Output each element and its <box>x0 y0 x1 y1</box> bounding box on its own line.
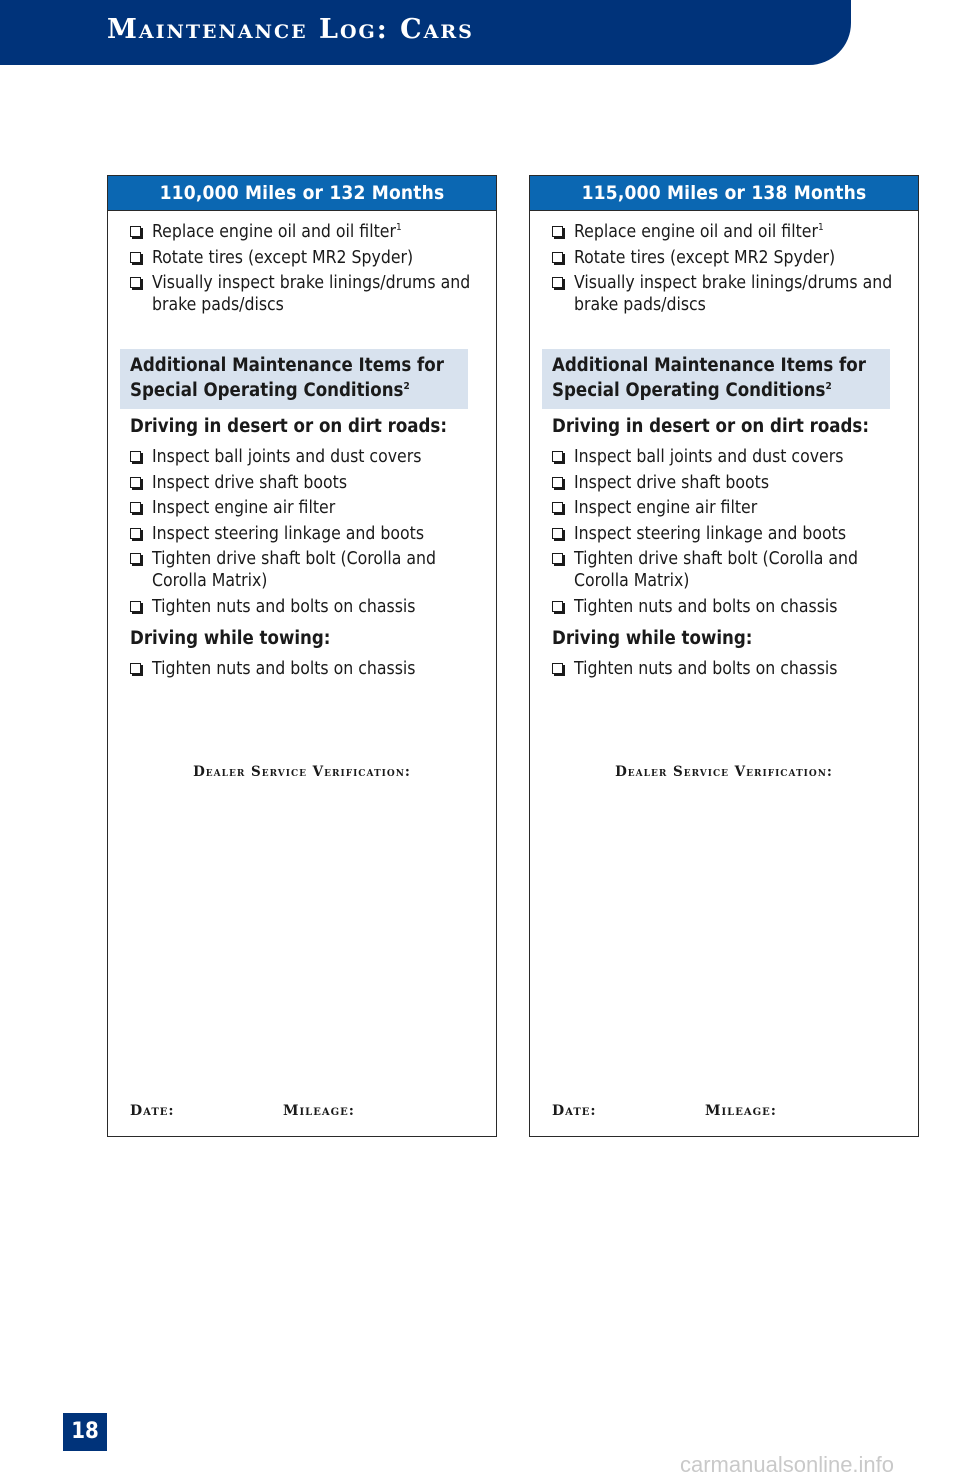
checklist-item[interactable] <box>552 658 902 680</box>
desert-heading: Driving in desert or on dirt roads: <box>552 416 869 437</box>
checklist-item[interactable] <box>552 523 902 545</box>
checklist-item[interactable] <box>130 221 480 243</box>
item-text: Inspect ball joints and dust covers <box>152 447 422 467</box>
checkbox[interactable] <box>552 226 563 237</box>
checklist-item[interactable] <box>130 596 480 618</box>
checklist-main <box>552 221 902 320</box>
item-text: Inspect ball joints and dust covers <box>574 447 844 467</box>
item-text: Visually inspect brake linings/drums and brake pads/discs <box>152 273 471 315</box>
item-text: Visually inspect brake linings/drums and brake pads/discs <box>574 273 893 315</box>
checklist-main <box>130 221 480 320</box>
checklist-item[interactable] <box>130 472 480 494</box>
checkbox[interactable] <box>552 252 563 263</box>
checkbox[interactable] <box>552 277 563 288</box>
footnote-mark: 1 <box>395 222 402 234</box>
date-label: Date: <box>552 1103 597 1119</box>
checklist-item[interactable] <box>552 221 902 243</box>
item-text: Replace engine oil and oil filter <box>574 222 818 242</box>
checkbox[interactable] <box>130 528 141 539</box>
desert-heading: Driving in desert or on dirt roads: <box>130 416 447 437</box>
checkbox[interactable] <box>552 663 563 674</box>
item-text: Inspect drive shaft boots <box>574 472 770 493</box>
towing-heading: Driving while towing: <box>130 628 331 649</box>
checklist-item[interactable] <box>552 472 902 494</box>
special-heading-text: Additional Maintenance Items for Special Operating Conditions <box>552 355 866 401</box>
checkbox[interactable] <box>130 553 141 564</box>
page-number: 18 <box>63 1413 107 1451</box>
item-text: Inspect steering linkage and boots <box>574 523 847 544</box>
dealer-verification-label: Dealer Service Verification: <box>193 764 411 780</box>
item-text: Rotate tires (except MR2 Spyder) <box>574 247 836 268</box>
checklist-desert <box>552 446 902 621</box>
checkbox[interactable] <box>130 502 141 513</box>
footnote-mark: 1 <box>817 222 824 234</box>
checkbox[interactable] <box>130 226 141 237</box>
checkbox[interactable] <box>552 502 563 513</box>
checkbox[interactable] <box>130 477 141 488</box>
page-title: Maintenance Log: Cars <box>107 14 474 45</box>
checkbox[interactable] <box>130 252 141 263</box>
checkbox[interactable] <box>130 663 141 674</box>
item-text: Tighten nuts and bolts on chassis <box>574 596 838 617</box>
checkbox[interactable] <box>552 528 563 539</box>
mileage-label: Mileage: <box>283 1103 355 1119</box>
item-text: Rotate tires (except MR2 Spyder) <box>152 247 414 268</box>
checklist-item[interactable] <box>130 272 480 316</box>
checklist-item[interactable] <box>552 548 902 592</box>
checklist-item[interactable] <box>130 497 480 519</box>
item-text: Inspect engine air filter <box>574 498 758 518</box>
checklist-towing <box>552 658 902 684</box>
card-title: 110,000 Miles or 132 Months <box>108 176 496 211</box>
checklist-item[interactable] <box>552 272 902 316</box>
checkbox[interactable] <box>552 553 563 564</box>
checklist-towing <box>130 658 480 684</box>
checkbox[interactable] <box>552 601 563 612</box>
date-label: Date: <box>130 1103 175 1119</box>
checklist-desert <box>130 446 480 621</box>
checklist-item[interactable] <box>130 548 480 592</box>
item-text: Tighten drive shaft bolt (Corolla and Corolla Matrix) <box>574 549 859 591</box>
checklist-item[interactable] <box>552 446 902 468</box>
dealer-verification-label: Dealer Service Verification: <box>615 764 833 780</box>
checklist-item[interactable] <box>130 658 480 680</box>
item-text: Tighten drive shaft bolt (Corolla and Corolla Matrix) <box>152 549 437 591</box>
item-text: Replace engine oil and oil filter <box>152 222 396 242</box>
checklist-item[interactable] <box>552 497 902 519</box>
checklist-item[interactable] <box>552 596 902 618</box>
special-conditions-heading <box>542 349 890 409</box>
checklist-item[interactable] <box>130 247 480 269</box>
checkbox[interactable] <box>552 477 563 488</box>
item-text: Tighten nuts and bolts on chassis <box>574 659 838 679</box>
checklist-item[interactable] <box>552 247 902 269</box>
checkbox[interactable] <box>130 451 141 462</box>
maintenance-card-115000 <box>529 175 919 1137</box>
footnote-mark: 2 <box>825 380 832 392</box>
special-conditions-heading <box>120 349 468 409</box>
checkbox[interactable] <box>130 601 141 612</box>
item-text: Inspect drive shaft boots <box>152 472 348 493</box>
watermark: carmanualsonline.info <box>680 1452 895 1477</box>
item-text: Inspect engine air filter <box>152 498 336 518</box>
mileage-label: Mileage: <box>705 1103 777 1119</box>
checklist-item[interactable] <box>130 446 480 468</box>
item-text: Tighten nuts and bolts on chassis <box>152 659 416 679</box>
checkbox[interactable] <box>552 451 563 462</box>
towing-heading: Driving while towing: <box>552 628 753 649</box>
maintenance-card-110000 <box>107 175 497 1137</box>
special-heading-text: Additional Maintenance Items for Special Operating Conditions <box>130 355 444 401</box>
checkbox[interactable] <box>130 277 141 288</box>
card-title: 115,000 Miles or 138 Months <box>530 176 918 211</box>
item-text: Tighten nuts and bolts on chassis <box>152 596 416 617</box>
checklist-item[interactable] <box>130 523 480 545</box>
footnote-mark: 2 <box>403 380 410 392</box>
item-text: Inspect steering linkage and boots <box>152 523 425 544</box>
